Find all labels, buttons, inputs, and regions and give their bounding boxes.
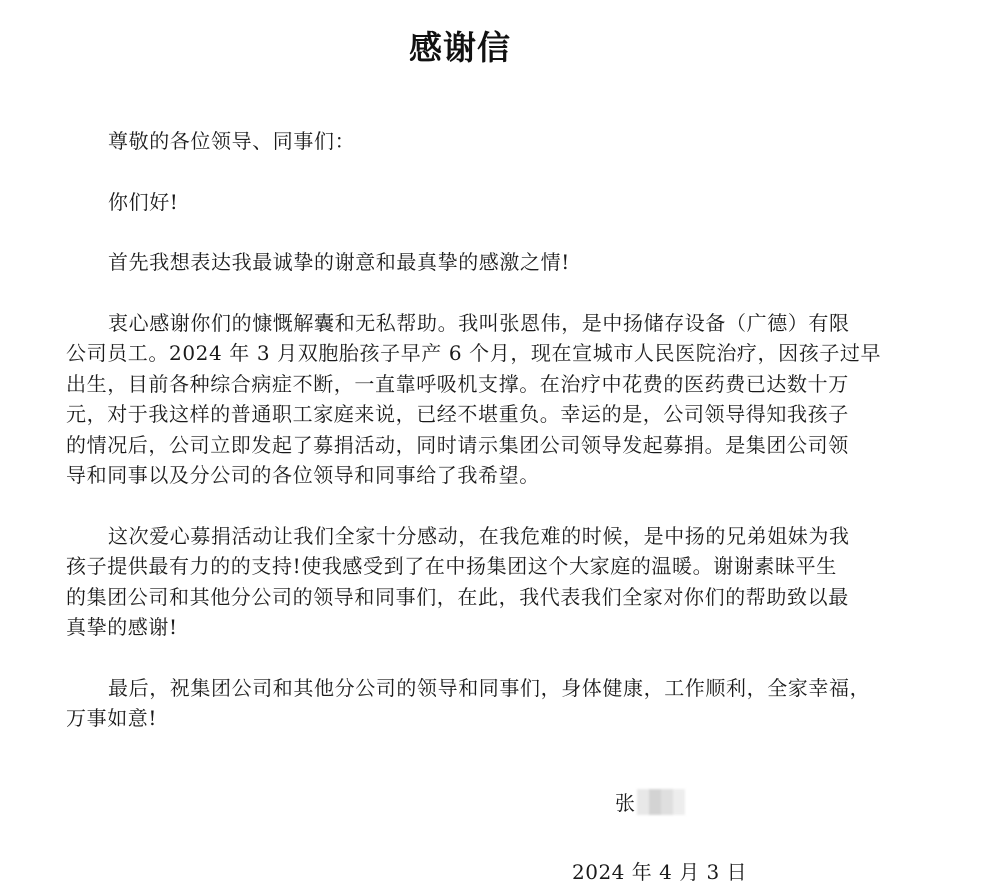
paragraph-line: 导和同事以及分公司的各位领导和同事给了我希望。 (66, 463, 540, 487)
paragraph-line: 的情况后，公司立即发起了募捐活动，同时请示集团公司领导发起募捐。是集团公司领 (66, 432, 849, 457)
paragraph-donation-thanks (66, 521, 876, 643)
signature-surname: 张 (615, 791, 635, 815)
letter-date: 2024 年 4 月 3 日 (572, 860, 748, 884)
paragraph-line: 万事如意! (66, 706, 158, 730)
paragraph-line: 元，对于我这样的普通职工家庭来说，已经不堪重负。幸运的是，公司领导得知我孩子 (66, 402, 849, 426)
paragraph-line: 最后，祝集团公司和其他分公司的领导和同事们，身体健康，工作顺利，全家幸福， (108, 675, 871, 700)
signature (615, 787, 685, 816)
salutation: 尊敬的各位领导、同事们： (108, 129, 356, 153)
paragraph-line: 公司员工。2024 年 3 月双胞胎孩子早产 6 个月，现在宣城市人民医院治疗，因孩子过早 (66, 341, 882, 365)
paragraph-line: 孩子提供最有力的的支持!使我感受到了在中扬集团这个大家庭的温暖。谢谢素昧平生 (66, 554, 837, 578)
letter-body (66, 126, 882, 764)
paragraph-line: 真挚的感谢! (66, 615, 178, 639)
paragraph-line: 衷心感谢你们的慷慨解囊和无私帮助。我叫张恩伟，是中扬储存设备（广德）有限 (108, 310, 850, 335)
paragraph-gratitude-story (66, 308, 882, 491)
paragraph-line: 这次爱心募捐活动让我们全家十分感动，在我危难的时候，是中扬的兄弟姐妹为我 (108, 523, 850, 548)
paragraph-closing-wishes (66, 673, 876, 734)
greeting: 你们好! (108, 189, 179, 214)
paragraph-line: 出生，目前各种综合病症不断，一直靠呼吸机支撑。在治疗中花费的医药费已达数十万 (66, 371, 849, 396)
redacted-name-blur (637, 789, 685, 815)
letter-title: 感谢信 (409, 28, 511, 67)
opening-line: 首先我想表达我最诚挚的谢意和最真挚的感激之情! (108, 250, 570, 274)
paragraph-line: 的集团公司和其他分公司的领导和同事们，在此，我代表我们全家对你们的帮助致以最 (66, 584, 849, 609)
